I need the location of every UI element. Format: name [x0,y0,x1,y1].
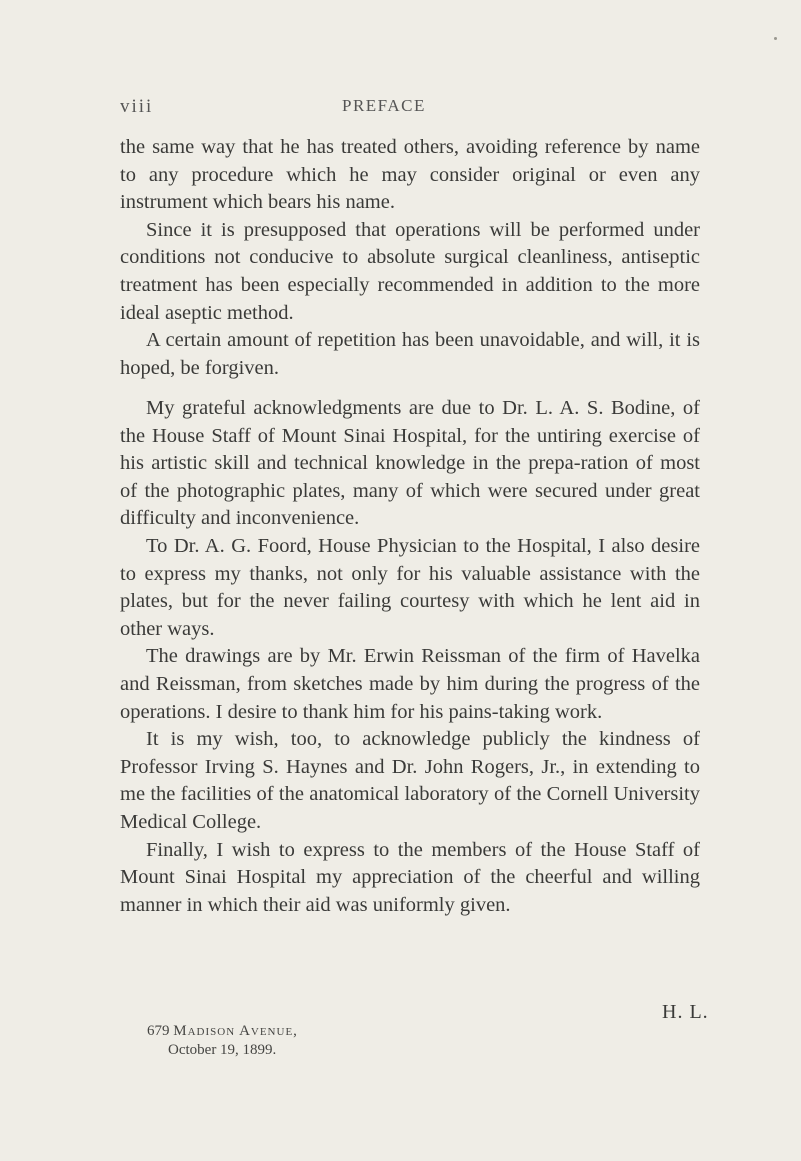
paragraph: To Dr. A. G. Foord, House Physician to the Hospital, I also desire to express my thanks, not only for his valuable assistance with the plates, but for the never failing courtesy with which he lent aid in other ways. [120,534,700,640]
preface-date: October 19, 1899. [168,1042,277,1058]
running-title: PREFACE [342,96,426,115]
page-number: viii [120,96,154,117]
paragraph: the same way that he has treated others, avoiding reference by name to any procedure which he may consider original or even any instrument which bears his name. [120,136,700,214]
running-head [120,96,700,120]
paragraph: My grateful acknowledgments are due to Dr. L. A. S. Bodine, of the House Staff of Mount Sinai Hospital, for the untiring exercise of his artistic skill and technical knowledge in the prepa-ration of most of the photographic plates, many of which were secured under great difficulty and inconvenience. [120,397,700,530]
author-signature: H. L. [662,1001,709,1023]
paragraph: It is my wish, too, to acknowledge publicly the kindness of Professor Irving S. Haynes and Dr. John Rogers, Jr., in extending to me the facilities of the anatomical laboratory of the Cornell University Medical College. [120,728,700,833]
author-address [147,1020,298,1042]
text-block-acknowledgments [120,395,700,919]
text-block-continuation [120,134,700,382]
paper-speck [774,37,777,40]
paragraph: Finally, I wish to express to the members of the House Staff of Mount Sinai Hospital my appreciation of the cheerful and willing manner in which their aid was uniformly given. [120,838,700,916]
address-number: 679 [147,1023,170,1039]
address-street: Madison Avenue, [173,1023,298,1039]
paragraph: The drawings are by Mr. Erwin Reissman of the firm of Havelka and Reissman, from sketches made by him during the progress of the operations. I desire to thank him for his pains-taking work. [120,645,700,723]
paragraph: A certain amount of repetition has been unavoidable, and will, it is hoped, be forgiven. [120,329,700,379]
paragraph: Since it is presupposed that operations will be performed under conditions not conducive to absolute surgical cleanliness, antiseptic treatment has been especially recommended in addition to the more ideal aseptic method. [120,218,700,324]
